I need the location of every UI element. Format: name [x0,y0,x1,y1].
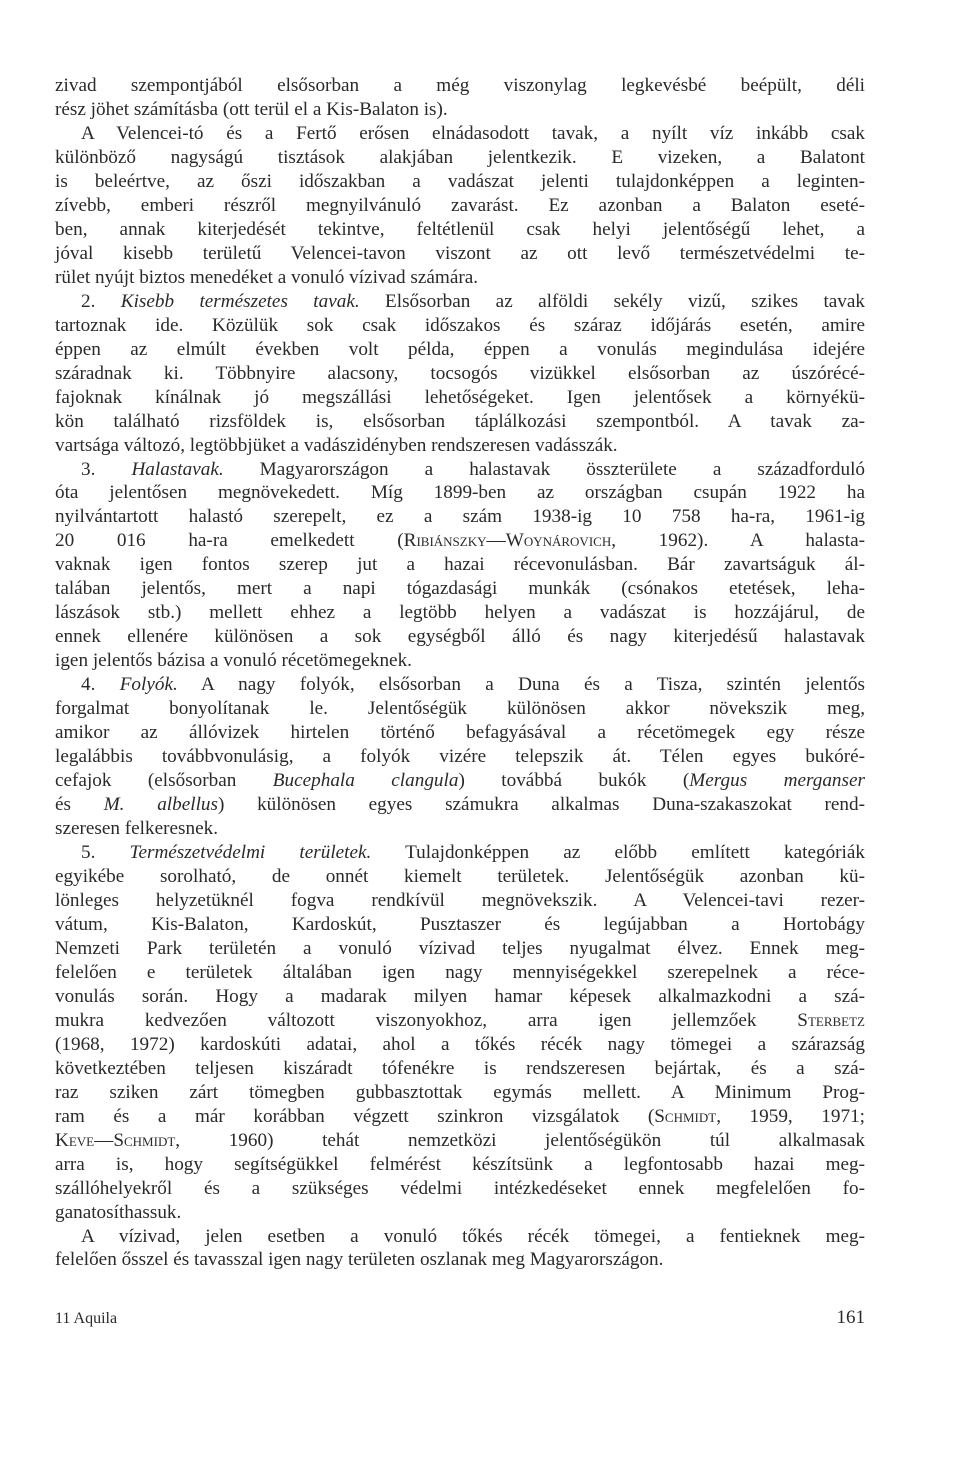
text-line [55,1009,865,1033]
text-line: vartsága változó, legtöbbjüket a vadászidényben rendszeresen vadásszák. [55,434,618,456]
text-line: kön található rizsföldek is, elsősorban táplálkozási szempontból. A tavak za- [55,410,865,432]
text-line [55,529,865,553]
text-segment: , 1959, 1971; [716,1105,865,1127]
text-line: szállóhelyekről és a szükséges védelmi intézkedéseket ennek megfelelően fo- [55,1177,865,1199]
text-segment: ) továbbá bukók ( [458,770,690,792]
italic-term: Kisebb természetes tavak. [120,290,360,312]
text-segment: , 1962). A halasta- [611,530,865,552]
text-line: rület nyújt biztos menedéket a vonuló vízivad számára. [55,266,479,288]
text-line: A vízivad, jelen esetben a vonuló tőkés récék tömegei, a fentieknek meg- [81,1225,865,1247]
text-line: különböző nagyságú tisztások alakjában jelentkezik. E vizeken, a Balatont [55,146,865,168]
text-segment: 4. [81,674,120,696]
text-line: vaknak igen fontos szerep jut a hazai récevonulásban. Bár zavartságuk ál- [55,554,865,576]
text-line [55,458,865,482]
text-line: zívebb, emberi részről megnyilvánuló zavarást. Ez azonban a Balaton eseté- [55,194,865,216]
text-line: is beleértve, az őszi időszakban a vadászat jelenti tulajdonképpen a leginten- [55,170,865,192]
author-name: Schmidt [113,1129,176,1151]
italic-term: M. albellus [103,794,218,816]
text-line: legalábbis továbbvonulásig, a folyók vizére telepszik át. Télen egyes bukóré- [55,746,865,768]
text-line: ben, annak kiterjedését tekintve, feltétlenül csak helyi jelentőségű lehet, a [55,218,865,240]
text-line: lászások stb.) mellett ehhez a legtöbb helyen a vadászat is hozzájárul, de [55,602,865,624]
text-line: lönleges helyzetüknél fogva rendkívül megnövekszik. A Velencei-tavi rezer- [55,889,865,911]
author-name: Ribiánszky [403,530,487,552]
text-line: raz sziken zárt tömegben gubbasztottak egymás mellett. A Minimum Prog- [55,1081,865,1103]
text-segment: 5. [81,842,130,863]
author-name: Keve [55,1129,95,1151]
text-line: vonulás során. Hogy a madarak milyen hamar képesek alkalmazkodni a szá- [55,985,865,1007]
text-line: ganatosíthassuk. [55,1201,182,1223]
text-segment: Magyarországon a halastavak összterülete a századforduló [223,458,866,480]
text-line [55,673,865,697]
text-line [55,290,865,314]
italic-term: Halastavak. [131,458,224,480]
text-segment: ram és a már korábban végzett szinkron vizsgálatok ( [55,1105,655,1127]
text-line: Nemzeti Park területén a vonuló vízivad teljes nyugalmat élvez. Ennek meg- [55,937,865,959]
text-line [55,1105,865,1129]
page-number: 161 [836,1307,865,1328]
text-line: felelően ősszel és tavasszal igen nagy területen oszlanak meg Magyarországon. [55,1249,664,1271]
text-segment: Tulajdonképpen az előbb említett kategóriák [371,842,865,863]
page-footer [55,1307,865,1333]
text-line: tartoznak ide. Közülük sok csak időszakos és száraz időjárás esetén, amire [55,314,865,336]
text-line: felelően e területek általában igen nagy mennyiségekkel szerepelnek a réce- [55,961,865,983]
text-segment: cefajok (elsősorban [55,770,273,792]
author-name: Sterbetz [797,1009,865,1031]
text-line [55,841,865,865]
text-segment: és [55,794,104,816]
text-segment: Elsősorban az alföldi sekély vizű, szikes tavak [359,290,866,312]
text-line: ennek ellenére különösen a sok egységből álló és nagy kiterjedésű halastavak [55,626,865,648]
text-line: szeresen felkeresnek. [55,818,219,840]
text-line: nyilvántartott halastó szerepelt, ez a szám 1938-ig 10 758 ha-ra, 1961-ig [55,506,865,528]
text-line: fajoknak kínálnak jó megszállási lehetőségeket. Igen jelentősek a környékü- [55,386,865,408]
text-segment: , 1960) tehát nemzetközi jelentőségükön túl alkalmasak [175,1129,865,1151]
italic-term: Folyók. [119,674,178,696]
text-segment: ) különösen egyes számukra alkalmas Duna-szakaszokat rend- [217,794,865,816]
text-line: jóval kisebb területű Velencei-tavon viszont az ott levő természetvédelmi te- [55,242,865,264]
text-line: száradnak ki. Többnyire alacsony, tocsogós vizükkel elsősorban az úszórécé- [55,362,865,384]
text-segment: 3. [81,458,132,480]
text-line: egyikébe sorolható, de onnét kiemelt területek. Jelentőségük azonban kü- [55,865,865,887]
text-segment: 2. [81,290,121,312]
text-line [55,769,865,793]
text-line: A Velencei-tó és a Fertő erősen elnádasodott tavak, a nyílt víz inkább csak [81,122,865,144]
text-line: óta jelentősen megnövekedett. Míg 1899-ben az országban csupán 1922 ha [55,482,865,504]
text-segment: — [94,1129,114,1151]
text-segment: 20 016 ha-ra emelkedett ( [55,530,404,552]
text-segment: mukra kedvezően változott viszonyokhoz, arra igen jellemzőek [55,1009,798,1031]
text-line [55,793,865,817]
text-line [55,1129,865,1153]
italic-term: Mergus merganser [689,770,865,792]
text-line: zivad szempontjából elsősorban a még viszonylag legkevésbé beépült, déli [55,75,865,96]
printer-signature: 11 Aquila [55,1310,118,1327]
text-line: vátum, Kis-Balaton, Kardoskút, Pusztaszer és legújabban a Hortobágy [55,913,865,935]
author-name: Schmidt [654,1105,717,1127]
author-name: Woynárovich [505,530,612,552]
text-line: következtében teljesen kiszáradt tófenékre is rendszeresen bejártak, és a szá- [55,1057,865,1079]
body-text [55,74,865,1272]
text-line: (1968, 1972) kardoskúti adatai, ahol a tőkés récék nagy tömegei a szárazság [55,1033,865,1055]
text-line: amikor az állóvizek hirtelen történő befagyásával a récetömegek egy része [55,722,865,744]
text-line: arra is, hogy segítségükkel felmérést készítsünk a legfontosabb hazai meg- [55,1153,865,1175]
text-line: forgalmat bonyolítanak le. Jelentőségük különösen akkor növekszik meg, [55,698,865,720]
italic-term: Természetvédelmi területek. [129,842,372,863]
text-line: éppen az elmúlt években volt példa, éppen a vonulás megindulása idejére [55,338,865,360]
text-segment: A nagy folyók, elsősorban a Duna és a Tisza, szintén jelentős [177,674,866,696]
text-segment: — [486,530,506,552]
text-line: talában jelentős, mert a napi tógazdasági munkák (csónakos etetések, leha- [55,578,865,600]
italic-term: Bucephala clangula [272,770,459,792]
text-line: rész jöhet számításba (ott terül el a Kis-Balaton is). [55,98,448,120]
text-line: igen jelentős bázisa a vonuló récetömegeknek. [55,650,412,672]
